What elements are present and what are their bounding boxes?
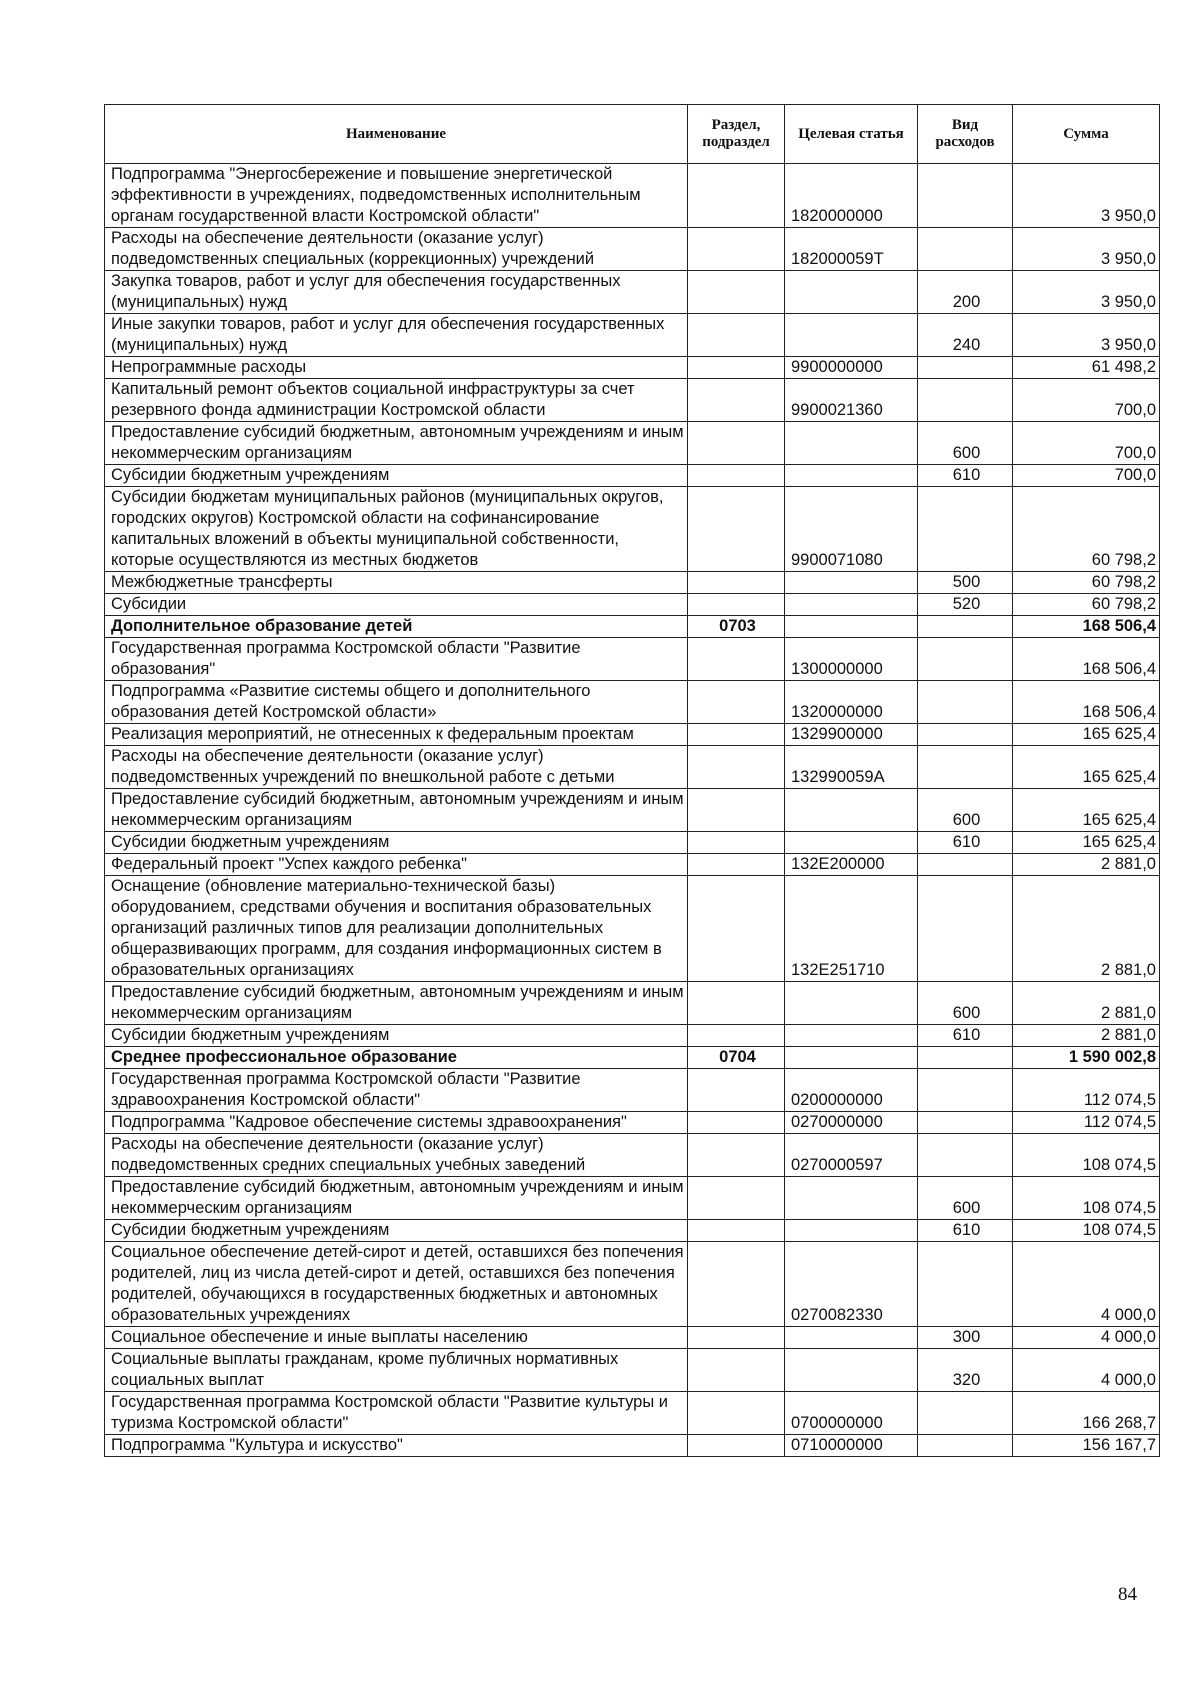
cell-target <box>785 594 918 616</box>
cell-name: Расходы на обеспечение деятельности (оказание услуг) подведомственных учреждений по внешкольной работе с детьми <box>105 746 688 789</box>
cell-section <box>688 1349 785 1392</box>
table-row <box>105 594 1160 616</box>
cell-name: Социальное обеспечение и иные выплаты населению <box>105 1327 688 1349</box>
cell-sum: 165 625,4 <box>1013 746 1160 789</box>
cell-sum: 166 268,7 <box>1013 1392 1160 1435</box>
cell-sum: 168 506,4 <box>1013 638 1160 681</box>
cell-section <box>688 1327 785 1349</box>
cell-kind: 200 <box>918 271 1013 314</box>
cell-kind <box>918 746 1013 789</box>
cell-target <box>785 1327 918 1349</box>
cell-name: Дополнительное образование детей <box>105 616 688 638</box>
cell-sum: 3 950,0 <box>1013 228 1160 271</box>
cell-section <box>688 228 785 271</box>
cell-section <box>688 1134 785 1177</box>
cell-name: Подпрограмма "Культура и искусство" <box>105 1435 688 1457</box>
table-row <box>105 1177 1160 1220</box>
cell-sum: 108 074,5 <box>1013 1134 1160 1177</box>
cell-name: Расходы на обеспечение деятельности (оказание услуг) подведомственных специальных (коррекционных) учреждений <box>105 228 688 271</box>
cell-target: 1820000000 <box>785 164 918 228</box>
cell-section <box>688 314 785 357</box>
table-body <box>105 164 1160 1457</box>
cell-kind: 600 <box>918 789 1013 832</box>
cell-section <box>688 357 785 379</box>
cell-kind <box>918 854 1013 876</box>
cell-sum: 60 798,2 <box>1013 572 1160 594</box>
cell-sum: 168 506,4 <box>1013 616 1160 638</box>
cell-name: Предоставление субсидий бюджетным, автономным учреждениям и иным некоммерческим организациям <box>105 789 688 832</box>
cell-sum: 165 625,4 <box>1013 789 1160 832</box>
cell-sum: 61 498,2 <box>1013 357 1160 379</box>
header-target: Целевая статья <box>785 105 918 164</box>
cell-kind <box>918 616 1013 638</box>
cell-name: Субсидии бюджетным учреждениям <box>105 465 688 487</box>
cell-section <box>688 1069 785 1112</box>
cell-name: Межбюджетные трансферты <box>105 572 688 594</box>
cell-section <box>688 572 785 594</box>
cell-section <box>688 594 785 616</box>
table-row <box>105 1327 1160 1349</box>
cell-sum: 165 625,4 <box>1013 832 1160 854</box>
table-row <box>105 465 1160 487</box>
cell-name: Государственная программа Костромской области "Развитие культуры и туризма Костромской области" <box>105 1392 688 1435</box>
cell-sum: 4 000,0 <box>1013 1327 1160 1349</box>
cell-name: Подпрограмма "Энергосбережение и повышение энергетической эффективности в учреждениях, подведомственных исполнительным органам государственной власти Костромской области" <box>105 164 688 228</box>
cell-target: 132Е200000 <box>785 854 918 876</box>
cell-name: Субсидии <box>105 594 688 616</box>
cell-kind <box>918 1112 1013 1134</box>
cell-name: Предоставление субсидий бюджетным, автономным учреждениям и иным некоммерческим организациям <box>105 1177 688 1220</box>
cell-kind <box>918 724 1013 746</box>
cell-sum: 4 000,0 <box>1013 1242 1160 1327</box>
cell-section <box>688 465 785 487</box>
cell-section <box>688 1220 785 1242</box>
cell-kind <box>918 876 1013 982</box>
cell-section <box>688 379 785 422</box>
table-row <box>105 271 1160 314</box>
cell-target: 9900071080 <box>785 487 918 572</box>
table-row <box>105 638 1160 681</box>
table-row <box>105 422 1160 465</box>
cell-section: 0703 <box>688 616 785 638</box>
table-row <box>105 228 1160 271</box>
cell-sum: 1 590 002,8 <box>1013 1047 1160 1069</box>
cell-target: 182000059Т <box>785 228 918 271</box>
header-section: Раздел, подраздел <box>688 105 785 164</box>
cell-kind <box>918 487 1013 572</box>
cell-kind <box>918 1069 1013 1112</box>
table-row <box>105 357 1160 379</box>
table-row <box>105 572 1160 594</box>
cell-kind: 520 <box>918 594 1013 616</box>
cell-sum: 112 074,5 <box>1013 1112 1160 1134</box>
cell-kind <box>918 638 1013 681</box>
table-row <box>105 1047 1160 1069</box>
cell-target <box>785 789 918 832</box>
cell-kind <box>918 1047 1013 1069</box>
cell-name: Расходы на обеспечение деятельности (оказание услуг) подведомственных средних специальных учебных заведений <box>105 1134 688 1177</box>
cell-name: Федеральный проект "Успех каждого ребенка" <box>105 854 688 876</box>
cell-sum: 2 881,0 <box>1013 1025 1160 1047</box>
cell-name: Субсидии бюджетным учреждениям <box>105 832 688 854</box>
cell-target <box>785 271 918 314</box>
cell-section <box>688 982 785 1025</box>
cell-name: Социальные выплаты гражданам, кроме публичных нормативных социальных выплат <box>105 1349 688 1392</box>
cell-target: 1320000000 <box>785 681 918 724</box>
table-row <box>105 832 1160 854</box>
cell-target: 132Е251710 <box>785 876 918 982</box>
cell-target: 0200000000 <box>785 1069 918 1112</box>
cell-target: 132990059А <box>785 746 918 789</box>
table-row <box>105 164 1160 228</box>
cell-section <box>688 1435 785 1457</box>
cell-sum: 2 881,0 <box>1013 876 1160 982</box>
cell-target: 0710000000 <box>785 1435 918 1457</box>
cell-section <box>688 164 785 228</box>
cell-target <box>785 422 918 465</box>
cell-name: Среднее профессиональное образование <box>105 1047 688 1069</box>
cell-sum: 700,0 <box>1013 465 1160 487</box>
cell-sum: 165 625,4 <box>1013 724 1160 746</box>
cell-kind: 610 <box>918 832 1013 854</box>
cell-section <box>688 1392 785 1435</box>
cell-section <box>688 681 785 724</box>
cell-name: Социальное обеспечение детей-сирот и детей, оставшихся без попечения родителей, лиц из числа детей-сирот и детей, оставшихся без попечения родителей, обучающихся в государственных бюджетных и автономных образовательных учреждениях <box>105 1242 688 1327</box>
table-row <box>105 314 1160 357</box>
cell-kind <box>918 681 1013 724</box>
cell-target: 0270000000 <box>785 1112 918 1134</box>
cell-section <box>688 638 785 681</box>
cell-target <box>785 314 918 357</box>
cell-kind: 320 <box>918 1349 1013 1392</box>
table-row <box>105 724 1160 746</box>
cell-target <box>785 1220 918 1242</box>
cell-section <box>688 487 785 572</box>
cell-target <box>785 1349 918 1392</box>
cell-target <box>785 465 918 487</box>
cell-kind <box>918 1242 1013 1327</box>
cell-kind <box>918 1392 1013 1435</box>
cell-sum: 156 167,7 <box>1013 1435 1160 1457</box>
table-row <box>105 982 1160 1025</box>
cell-name: Закупка товаров, работ и услуг для обеспечения государственных (муниципальных) нужд <box>105 271 688 314</box>
cell-target: 1329900000 <box>785 724 918 746</box>
cell-name: Субсидии бюджетным учреждениям <box>105 1025 688 1047</box>
table-row <box>105 1025 1160 1047</box>
cell-name: Предоставление субсидий бюджетным, автономным учреждениям и иным некоммерческим организациям <box>105 422 688 465</box>
cell-name: Государственная программа Костромской области "Развитие образования" <box>105 638 688 681</box>
cell-target <box>785 1047 918 1069</box>
cell-sum: 108 074,5 <box>1013 1220 1160 1242</box>
cell-kind: 610 <box>918 1220 1013 1242</box>
cell-section <box>688 1112 785 1134</box>
cell-sum: 60 798,2 <box>1013 487 1160 572</box>
cell-kind: 600 <box>918 982 1013 1025</box>
table-row <box>105 1220 1160 1242</box>
document-page <box>104 104 1159 1457</box>
cell-section <box>688 876 785 982</box>
cell-section <box>688 724 785 746</box>
cell-name: Оснащение (обновление материально-технической базы) оборудованием, средствами обучения и воспитания образовательных организаций различных типов для реализации дополнительных общеразвивающих программ, для создания информационных систем в образовательных организациях <box>105 876 688 982</box>
cell-name: Иные закупки товаров, работ и услуг для обеспечения государственных (муниципальных) нужд <box>105 314 688 357</box>
cell-section <box>688 832 785 854</box>
cell-target <box>785 572 918 594</box>
table-row <box>105 1069 1160 1112</box>
cell-target <box>785 982 918 1025</box>
cell-sum: 2 881,0 <box>1013 854 1160 876</box>
cell-kind <box>918 357 1013 379</box>
cell-name: Субсидии бюджетам муниципальных районов (муниципальных округов, городских округов) Костромской области на софинансирование капитальных вложений в объекты муниципальной собственности, которые осуществляются из местных бюджетов <box>105 487 688 572</box>
cell-target <box>785 1025 918 1047</box>
table-row <box>105 1392 1160 1435</box>
cell-name: Подпрограмма "Кадровое обеспечение системы здравоохранения" <box>105 1112 688 1134</box>
cell-sum: 700,0 <box>1013 379 1160 422</box>
table-row <box>105 1112 1160 1134</box>
table-row <box>105 876 1160 982</box>
cell-sum: 3 950,0 <box>1013 271 1160 314</box>
cell-name: Подпрограмма «Развитие системы общего и дополнительного образования детей Костромской области» <box>105 681 688 724</box>
table-header-row <box>105 105 1160 164</box>
table-row <box>105 487 1160 572</box>
cell-kind <box>918 164 1013 228</box>
cell-section <box>688 789 785 832</box>
cell-sum: 2 881,0 <box>1013 982 1160 1025</box>
cell-kind: 600 <box>918 1177 1013 1220</box>
cell-kind <box>918 379 1013 422</box>
cell-kind <box>918 228 1013 271</box>
cell-sum: 112 074,5 <box>1013 1069 1160 1112</box>
cell-target <box>785 616 918 638</box>
cell-sum: 700,0 <box>1013 422 1160 465</box>
cell-target: 9900021360 <box>785 379 918 422</box>
cell-name: Предоставление субсидий бюджетным, автономным учреждениям и иным некоммерческим организациям <box>105 982 688 1025</box>
cell-section <box>688 422 785 465</box>
cell-target: 0270000597 <box>785 1134 918 1177</box>
table-row <box>105 1435 1160 1457</box>
cell-name: Капитальный ремонт объектов социальной инфраструктуры за счет резервного фонда администрации Костромской области <box>105 379 688 422</box>
cell-name: Реализация мероприятий, не отнесенных к федеральным проектам <box>105 724 688 746</box>
cell-section <box>688 271 785 314</box>
cell-sum: 108 074,5 <box>1013 1177 1160 1220</box>
cell-kind: 610 <box>918 1025 1013 1047</box>
cell-kind: 500 <box>918 572 1013 594</box>
page-number: 84 <box>1118 1584 1137 1605</box>
cell-sum: 3 950,0 <box>1013 314 1160 357</box>
cell-kind: 300 <box>918 1327 1013 1349</box>
cell-section <box>688 854 785 876</box>
cell-target <box>785 832 918 854</box>
cell-sum: 3 950,0 <box>1013 164 1160 228</box>
table-row <box>105 681 1160 724</box>
cell-section <box>688 1242 785 1327</box>
cell-kind: 240 <box>918 314 1013 357</box>
table-row <box>105 746 1160 789</box>
cell-name: Непрограммные расходы <box>105 357 688 379</box>
cell-target: 1300000000 <box>785 638 918 681</box>
table-row <box>105 379 1160 422</box>
cell-name: Государственная программа Костромской области "Развитие здравоохранения Костромской области" <box>105 1069 688 1112</box>
cell-target: 0700000000 <box>785 1392 918 1435</box>
cell-sum: 60 798,2 <box>1013 594 1160 616</box>
cell-kind <box>918 1435 1013 1457</box>
header-name: Наименование <box>105 105 688 164</box>
cell-section: 0704 <box>688 1047 785 1069</box>
cell-sum: 168 506,4 <box>1013 681 1160 724</box>
table-row <box>105 789 1160 832</box>
table-row <box>105 1349 1160 1392</box>
table-row <box>105 616 1160 638</box>
cell-target <box>785 1177 918 1220</box>
cell-kind: 600 <box>918 422 1013 465</box>
cell-section <box>688 746 785 789</box>
table-row <box>105 854 1160 876</box>
cell-section <box>688 1177 785 1220</box>
cell-kind: 610 <box>918 465 1013 487</box>
cell-section <box>688 1025 785 1047</box>
header-sum: Сумма <box>1013 105 1160 164</box>
cell-kind <box>918 1134 1013 1177</box>
table-row <box>105 1242 1160 1327</box>
cell-target: 9900000000 <box>785 357 918 379</box>
table-row <box>105 1134 1160 1177</box>
cell-sum: 4 000,0 <box>1013 1349 1160 1392</box>
budget-table <box>104 104 1160 1457</box>
header-kind: Вид расходов <box>918 105 1013 164</box>
cell-name: Субсидии бюджетным учреждениям <box>105 1220 688 1242</box>
cell-target: 0270082330 <box>785 1242 918 1327</box>
